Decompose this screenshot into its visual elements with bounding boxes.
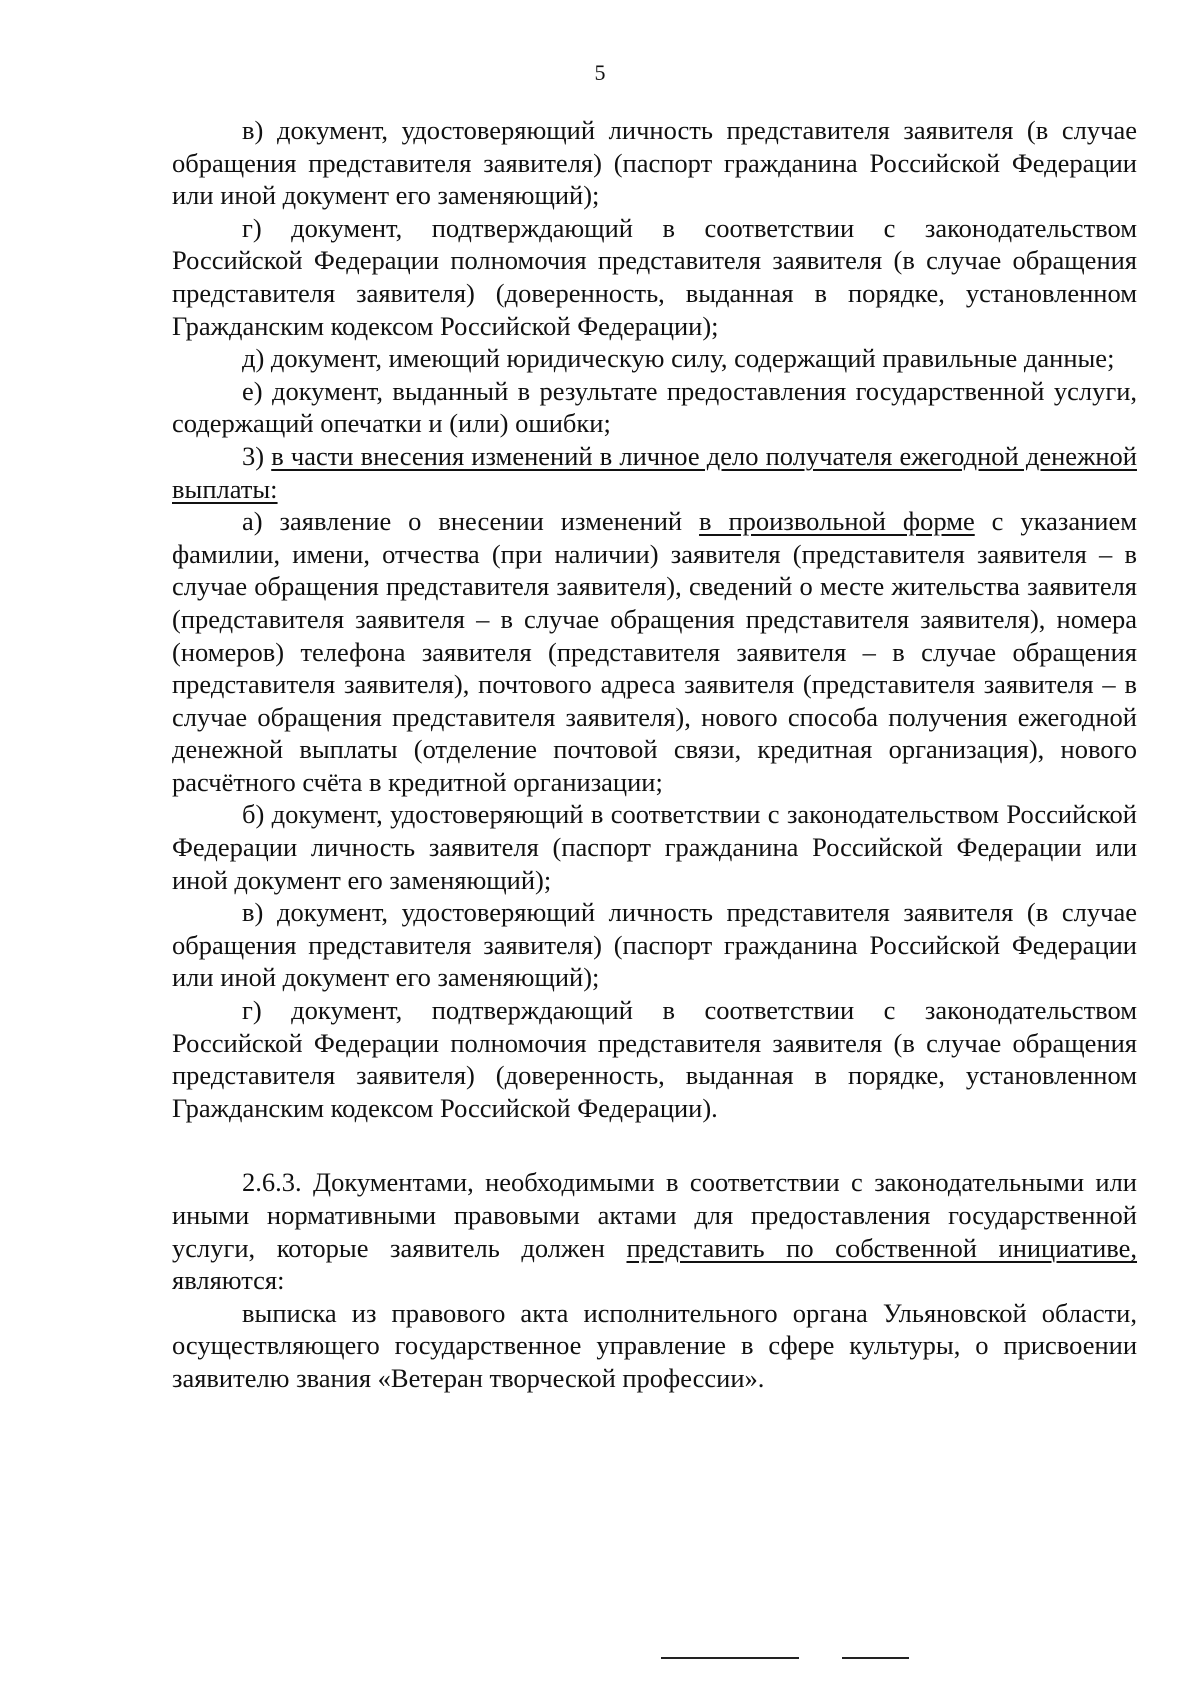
footer-line-right (842, 1657, 909, 1659)
paragraph-v-passport-representative-2: в) документ, удостоверяющий личность представителя заявителя (в случае обращения представителя заявителя) (паспорт гражданина Российской Федерации или иной документ его заменяющий); (172, 897, 1137, 993)
paragraph-e-document-with-errors: е) документ, выданный в результате предоставления государственной услуги, содержащий опечатки и (или) ошибки; (172, 375, 1137, 439)
paragraph-extract-veteran-title: выписка из правового акта исполнительного органа Ульяновской области, осуществляющего государственное управление в сфере культуры, о присвоении заявителю звания «Ветеран творческой профессии». (172, 1297, 1137, 1393)
paragraph-b-applicant-identity: б) документ, удостоверяющий в соответствии с законодательством Российской Федерации личность заявителя (паспорт гражданина Российской Федерации или иной документ его заменяющий); (172, 799, 1137, 895)
paragraph-g-power-of-attorney: г) документ, подтверждающий в соответствии с законодательством Российской Федерации полномочия представителя заявителя (в случае обращения представителя заявителя) (доверенность, выданная в порядке, установленном Гражданским кодексом Российской Федерации); (172, 212, 1137, 341)
underlined-free-form: в произвольной форме (699, 506, 975, 537)
document-body (172, 114, 1137, 1395)
paragraph-d-correct-document: д) документ, имеющий юридическую силу, содержащий правильные данные; (242, 343, 1115, 374)
paragraph-a-change-application (172, 505, 1137, 798)
paragraph-3-section-heading (172, 440, 1137, 505)
underlined-section-title: в части внесения изменений в личное дело получателя ежегодной денежной выплаты: (172, 440, 1137, 504)
paragraph-prefix: а) заявление о внесении изменений (242, 506, 700, 537)
paragraph-2-6-3-documents (172, 1166, 1137, 1296)
page-number: 5 (594, 60, 606, 85)
paragraph-prefix: 3) (242, 440, 272, 471)
paragraph-prefix: 2.6.3. Документами, необходимыми в соответствии с законодательными или иными нормативными правовыми актами для предоставления государственной услуги, которые заявитель должен (172, 1167, 1137, 1263)
footer-separator (0, 1657, 1200, 1661)
paragraph-g-power-of-attorney-2: г) документ, подтверждающий в соответствии с законодательством Российской Федерации полномочия представителя заявителя (в случае обращения представителя заявителя) (доверенность, выданная в порядке, установленном Гражданским кодексом Российской Федерации). (172, 995, 1137, 1123)
paragraph-suffix: являются: (172, 1265, 285, 1296)
footer-line-left (661, 1657, 799, 1659)
paragraph-suffix: с указанием фамилии, имени, отчества (при наличии) заявителя (представителя заявителя – в случае обращения представителя заявителя), сведений о месте жительства заявителя (представителя заявителя – в случае обращения представителя заявителя), номера (номеров) телефона заявителя (представителя заявителя – в случае обращения представителя заявителя), почтового адреса заявителя (представителя заявителя – в случае обращения представителя заявителя), нового способа получения ежегодной денежной выплаты (отделение почтовой связи, кредитная организация), нового расчётного счёта в кредитной организации; (172, 506, 1137, 797)
paragraph-spacer (172, 1124, 1137, 1166)
paragraph-v-passport-representative: в) документ, удостоверяющий личность представителя заявителя (в случае обращения представителя заявителя) (паспорт гражданина Российской Федерации или иной документ его заменяющий); (172, 115, 1137, 211)
underlined-own-initiative: представить по собственной инициативе, (626, 1232, 1138, 1263)
